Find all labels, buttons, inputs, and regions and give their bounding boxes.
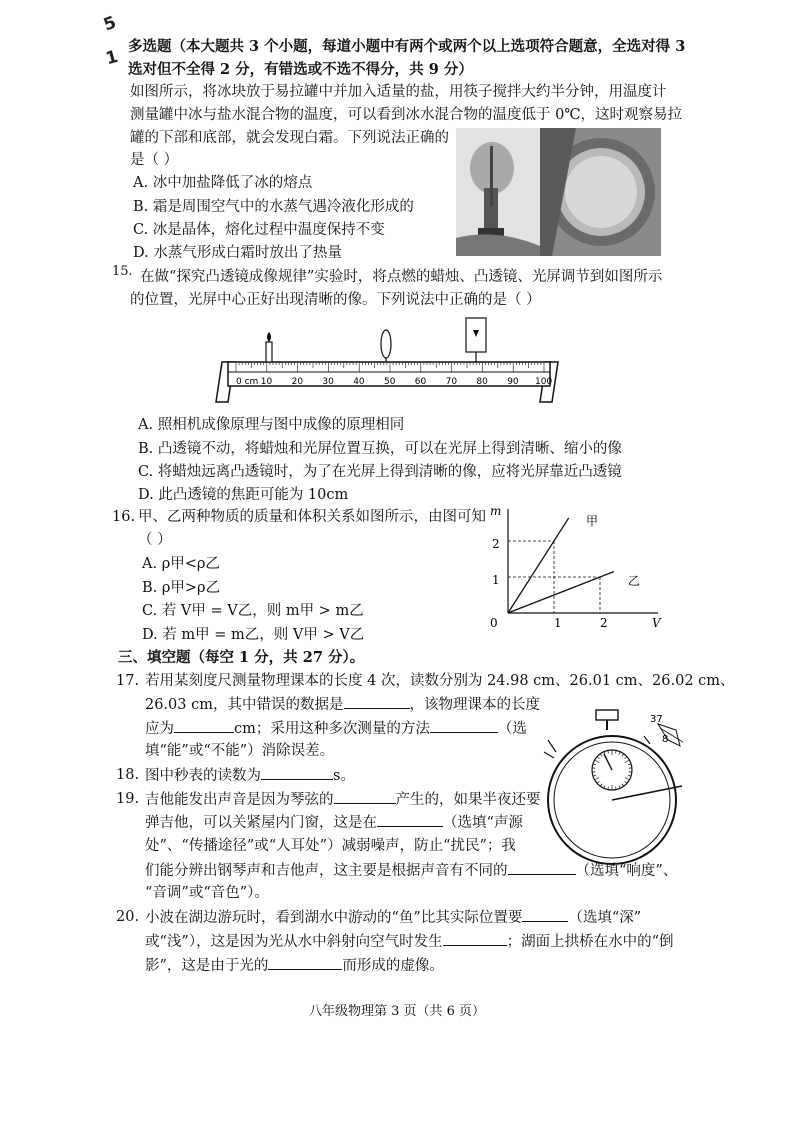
q17-line2a: 26.03 cm，其中错误的数据是	[145, 697, 344, 713]
series-label-jia: 甲	[586, 514, 599, 528]
section2-header-line2: 选对但不全得 2 分，有错选或不选不得分，共 9 分）	[128, 61, 473, 78]
q19-line1a: 吉他能发出声音是因为琴弦的	[145, 792, 334, 808]
q20-line1a: 小波在湖边游玩时，看到湖水中游动的“鱼”比其实际位置要	[145, 910, 523, 926]
q19-line2b: （选填“声源	[443, 815, 523, 831]
optical-bench-figure	[214, 312, 566, 412]
section2-header-line1: 多选题（本大题共 3 个小题，每道小题中有两个或两个以上选项符合题意，全选对得 3	[128, 38, 686, 55]
q19-line1b: 产生的，如果半夜还要	[395, 792, 541, 808]
q15-line2: 的位置，光屏中心正好出现清晰的像。下列说法中正确的是（ ）	[130, 292, 541, 308]
q19-line1	[145, 789, 541, 810]
series-line-jia	[508, 518, 569, 613]
q16-line2: （ ）	[138, 532, 172, 548]
q17-line2b: ，该物理课本的长度	[409, 697, 540, 713]
q17-line3b: cm；采用这种多次测量的方法	[234, 721, 430, 737]
ruler-tick-label: 60	[414, 377, 427, 387]
q19-line4a: 们能分辨出钢琴声和吉他声，这主要是根据声音有不同的	[145, 863, 508, 879]
q19-blank3[interactable]	[508, 860, 576, 875]
q20-line3b: 而形成的虚像。	[342, 958, 444, 974]
q14-line2: 测量罐中冰与盐水混合物的温度，可以看到冰水混合物的温度低于 0℃，这时观察易拉	[130, 107, 683, 123]
ruler-tick-label: 20	[291, 377, 304, 387]
q19-blank2[interactable]	[377, 812, 443, 827]
q16-option-a: A. ρ甲<ρ乙	[142, 556, 220, 572]
mass-volume-chart	[486, 503, 666, 633]
q19-line4	[145, 860, 677, 881]
ruler-unit-label: 0 cm	[236, 377, 259, 387]
q16-line1: 甲、乙两种物质的质量和体积关系如图所示，由图可知	[138, 509, 486, 525]
page-footer: 八年级物理第 3 页（共 6 页）	[308, 1004, 486, 1019]
q14-option-b: B. 霜是周围空气中的水蒸气遇冷液化形成的	[133, 199, 414, 215]
q18-blank[interactable]	[261, 765, 333, 780]
ruler-tick-label: 10	[260, 377, 273, 387]
x-tick-1: 1	[554, 616, 562, 630]
q15-option-d: D. 此凸透镜的焦距可能为 10cm	[138, 487, 349, 503]
q14-option-d: D. 水蒸气形成白霜时放出了热量	[133, 245, 342, 261]
q19-number: 19.	[116, 791, 140, 807]
q20-line2b: ；湖面上拱桥在水中的“倒	[506, 934, 674, 950]
q14-option-a: A. 冰中加盐降低了冰的熔点	[133, 175, 313, 191]
x-tick-2: 2	[600, 616, 608, 630]
q19-line3: 处”、“传播途径”或“人耳处”）减弱噪声，防止“扰民”；我	[145, 838, 516, 854]
y-axis-label: m	[490, 504, 502, 518]
q17-blank1[interactable]	[344, 694, 410, 709]
series-label-yi: 乙	[628, 574, 641, 588]
q16-option-c: C. 若 V甲 = V乙，则 m甲 > m乙	[142, 603, 364, 619]
q17-number: 17.	[116, 673, 140, 689]
q19-line5: “音调”或“音色”）。	[145, 885, 269, 901]
q17-line1: 若用某刻度尺测量物理课本的长度 4 次，读数分别为 24.98 cm、26.01 cm、26.02 cm、	[145, 673, 735, 689]
x-axis-label: V	[652, 616, 661, 630]
q15-option-c: C. 将蜡烛远离凸透镜时，为了在光屏上得到清晰的像，应将光屏靠近凸透镜	[138, 464, 622, 480]
q17-blank3[interactable]	[430, 718, 498, 733]
q20-line1b: （选填“深”	[568, 910, 642, 926]
q16-option-d: D. 若 m甲 = m乙，则 V甲 > V乙	[142, 627, 365, 643]
q15-line1: 在做“探究凸透镜成像规律”实验时，将点燃的蜡烛、凸透镜、光屏调节到如图所示	[140, 269, 663, 285]
q20-line2	[145, 931, 674, 952]
q20-line3	[145, 955, 444, 976]
q15-number: 15.	[112, 264, 133, 279]
q14-line4: 是（ ）	[130, 152, 179, 168]
q17-line3c: （选	[497, 721, 527, 737]
ruler-tick-label: 40	[353, 377, 365, 387]
candle-flame	[267, 332, 271, 342]
ruler-tick-label: 80	[476, 377, 488, 387]
q17-blank2[interactable]	[174, 718, 234, 733]
q20-line2a: 或“浅”），这是因为光从水中斜射向空气时发生	[145, 934, 443, 950]
q20-blank2[interactable]	[443, 931, 507, 946]
q19-blank1[interactable]	[334, 789, 396, 804]
q18-line	[145, 765, 355, 786]
scale-label-8: 8	[662, 734, 669, 745]
q18-text-a: 图中秒表的读数为	[145, 768, 261, 784]
q19-line2	[145, 812, 523, 833]
stopwatch-figure	[540, 700, 690, 880]
q15-option-a: A. 照相机成像原理与图中成像的原理相同	[138, 417, 405, 433]
margin-mark-1: 1	[103, 46, 121, 70]
margin-mark-5: 5	[100, 12, 119, 36]
ruler-tick-label: 90	[507, 377, 519, 387]
q19-line2a: 弹吉他，可以关紧屋内门窗，这是在	[145, 815, 377, 831]
q16-number: 16.	[112, 509, 136, 525]
q20-blank1[interactable]	[522, 907, 568, 922]
q17-line3	[145, 718, 527, 739]
q20-blank3[interactable]	[268, 955, 342, 970]
q17-line4: 填“能”或“不能”）消除误差。	[145, 743, 335, 759]
y-tick-2: 2	[492, 537, 500, 551]
origin-label: 0	[490, 616, 498, 630]
q16-option-b: B. ρ甲>ρ乙	[142, 580, 221, 596]
convex-lens	[381, 330, 391, 358]
q14-line3: 罐的下部和底部，就会发现白霜。下列说法正确的	[130, 130, 449, 146]
q18-number: 18.	[116, 767, 140, 783]
q14-experiment-photo	[456, 128, 661, 256]
scale-label-37: 37	[650, 714, 663, 725]
ruler-tick-label: 50	[384, 377, 396, 387]
q14-line1: 如图所示，将冰块放于易拉罐中并加入适量的盐，用筷子搅拌大约半分钟，用温度计	[130, 84, 667, 100]
q15-option-b: B. 凸透镜不动，将蜡烛和光屏位置互换，可以在光屏上得到清晰、缩小的像	[138, 441, 622, 457]
ruler-tick-label: 30	[322, 377, 334, 387]
q18-text-b: s。	[333, 768, 355, 784]
q17-line2	[145, 694, 540, 715]
y-tick-1: 1	[492, 573, 500, 587]
candle	[266, 342, 272, 362]
q20-number: 20.	[116, 909, 140, 925]
q19-line4b: （选填“响度”、	[575, 863, 678, 879]
series-line-yi	[508, 572, 614, 613]
q14-option-c: C. 冰是晶体，熔化过程中温度保持不变	[133, 222, 385, 238]
q20-line3a: 影”，这是由于光的	[145, 958, 269, 974]
ruler-tick-label: 100	[535, 377, 553, 387]
section3-header: 三、填空题（每空 1 分，共 27 分）。	[118, 649, 365, 666]
ruler-tick-label: 70	[445, 377, 458, 387]
q17-line3a: 应为	[145, 721, 174, 737]
q20-line1	[145, 907, 641, 928]
